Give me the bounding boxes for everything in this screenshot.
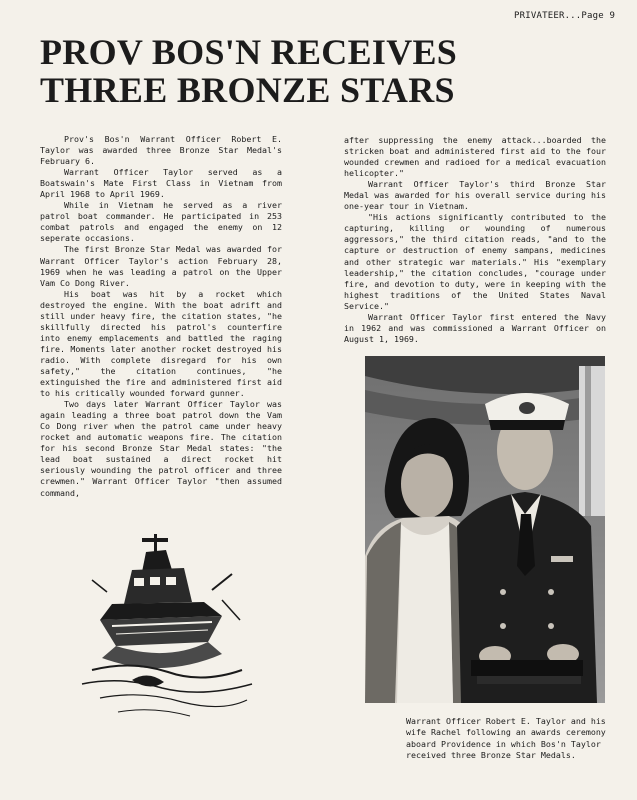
paragraph: Warrant Officer Taylor's third Bronze Star Medal was awarded for his overall service during his one-year tour in Vietnam. xyxy=(344,179,606,212)
headline-line-1: PROV BOS'N RECEIVES xyxy=(40,32,458,72)
award-ceremony-photo xyxy=(365,356,605,703)
patrol-boat-illustration xyxy=(72,530,262,735)
paragraph: The first Bronze Star Medal was awarded for Warrant Officer Taylor's action February 28, 1969 when he was leading a patrol on the Upper Vam Co Dong River. xyxy=(40,244,282,288)
paragraph: Warrant Officer Taylor first entered the Navy in 1962 and was commissioned a Warrant Officer on August 1, 1969. xyxy=(344,311,606,344)
paragraph: While in Vietnam he served as a river patrol boat commander. He participated in 253 combat patrols and engaged the enemy on 12 seperate occasions. xyxy=(40,200,282,244)
page-header: PRIVATEER...Page 9 xyxy=(514,11,616,21)
paragraph: after suppressing the enemy attack...boarded the stricken boat and administered first aid to the four wounded crewmen and radioed for a medical evacuation helicopter." xyxy=(344,135,606,179)
paragraph: His boat was hit by a rocket which destroyed the engine. With the boat adrift and still under heavy fire, the citation states, "he skillfully directed his patrol's counterfire into enemy emplacements and battled the raging fire. Moments later another rocket destroyed his radio. With complete disregard for his own safety," the citation continues, "he extinguished the fire and administered first aid to his critically wounded forward gunner. xyxy=(40,288,282,399)
paragraph: Prov's Bos'n Warrant Officer Robert E. Taylor was awarded three Bronze Star Medal's February 6. xyxy=(40,134,282,167)
paragraph: Two days later Warrant Officer Taylor was again leading a three boat patrol down the Vam Co Dong river when the patrol came under heavy rocket and automatic weapons fire. The citation for his second Bronze Star Medal states: "the lead boat sustained a direct rocket hit seriously wounding the patrol officer and three crewmen." Warrant Officer Taylor "then assumed command, xyxy=(40,399,282,498)
headline-line-2: THREE BRONZE STARS xyxy=(40,70,455,110)
article-headline xyxy=(40,33,600,109)
paragraph: Warrant Officer Taylor served as a Boatswain's Mate First Class in Vietnam from April 1968 to April 1969. xyxy=(40,167,282,200)
article-column-right xyxy=(344,135,606,345)
article-column-left xyxy=(40,134,282,499)
photo-caption: Warrant Officer Robert E. Taylor and his wife Rachel following an awards ceremony aboard Providence in which Bos'n Taylor received three Bronze Star Medals. xyxy=(406,716,606,760)
paragraph: "His actions significantly contributed to the capturing, killing or wounding of numerous aggressors," the third citation reads, "and to the capture or destruction of enemy sampans, medicines and other strategic war materials." His "exemplary leadership," the citation concludes, "courage under fire, and devotion to duty, were in keeping with the highest traditions of the United States Naval Service." xyxy=(344,212,606,311)
